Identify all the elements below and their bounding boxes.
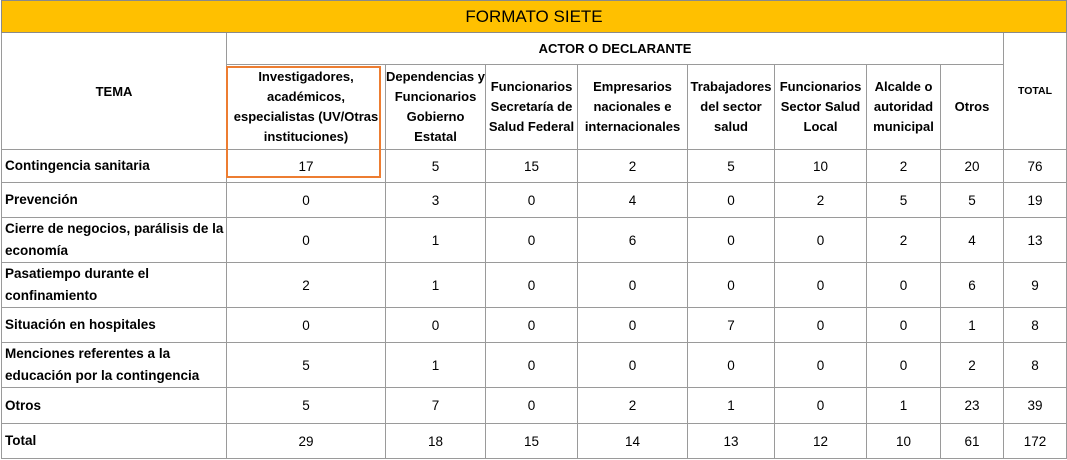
- column-header: Alcalde o autoridad municipal: [867, 65, 941, 150]
- table-row: [2, 424, 1067, 459]
- value-cell: 6: [578, 218, 688, 263]
- value-cell: 0: [386, 308, 486, 343]
- value-cell: 0: [578, 308, 688, 343]
- column-header: Otros: [941, 65, 1004, 150]
- value-cell: 12: [775, 424, 867, 459]
- row-total-cell: 39: [1004, 388, 1067, 424]
- column-header: Dependencias y Funcionarios Gobierno Estatal: [386, 65, 486, 150]
- table-row: [2, 388, 1067, 424]
- value-cell: 15: [486, 424, 578, 459]
- table-title: FORMATO SIETE: [2, 1, 1067, 33]
- table-row: [2, 343, 1067, 388]
- value-cell: 2: [578, 388, 688, 424]
- value-cell: 0: [578, 263, 688, 308]
- value-cell: 29: [227, 424, 386, 459]
- value-cell: 3: [386, 183, 486, 218]
- value-cell: 0: [775, 263, 867, 308]
- row-label: Contingencia sanitaria: [2, 150, 227, 183]
- value-cell: 5: [867, 183, 941, 218]
- value-cell: 20: [941, 150, 1004, 183]
- value-cell: 2: [867, 150, 941, 183]
- table-row: [2, 218, 1067, 263]
- value-cell: 4: [578, 183, 688, 218]
- value-cell: 18: [386, 424, 486, 459]
- value-cell: 0: [227, 218, 386, 263]
- value-cell: 2: [227, 263, 386, 308]
- value-cell: 1: [867, 388, 941, 424]
- column-header: Investigadores, académicos, especialistas (UV/Otras instituciones): [227, 65, 386, 150]
- value-cell: 0: [775, 343, 867, 388]
- value-cell: 7: [688, 308, 775, 343]
- formato-siete-table: [1, 0, 1067, 459]
- value-cell: 0: [227, 183, 386, 218]
- value-cell: 1: [941, 308, 1004, 343]
- table-row: [2, 183, 1067, 218]
- value-cell: 23: [941, 388, 1004, 424]
- row-label: Situación en hospitales: [2, 308, 227, 343]
- value-cell: 15: [486, 150, 578, 183]
- table-row: [2, 150, 1067, 183]
- value-cell: 0: [227, 308, 386, 343]
- value-cell: 0: [486, 218, 578, 263]
- value-cell: 0: [486, 388, 578, 424]
- row-total-cell: 8: [1004, 343, 1067, 388]
- value-cell: 13: [688, 424, 775, 459]
- row-label: Menciones referentes a la educación por la contingencia: [2, 343, 227, 388]
- value-cell: 1: [688, 388, 775, 424]
- value-cell: 0: [867, 308, 941, 343]
- tema-header: TEMA: [2, 33, 227, 150]
- row-label: Otros: [2, 388, 227, 424]
- row-total-cell: 19: [1004, 183, 1067, 218]
- value-cell: 0: [775, 388, 867, 424]
- column-header: Empresarios nacionales e internacionales: [578, 65, 688, 150]
- table-row: [2, 263, 1067, 308]
- value-cell: 0: [688, 218, 775, 263]
- value-cell: 5: [227, 388, 386, 424]
- value-cell: 1: [386, 343, 486, 388]
- value-cell: 10: [775, 150, 867, 183]
- value-cell: 0: [775, 308, 867, 343]
- actor-header: ACTOR O DECLARANTE: [227, 33, 1004, 65]
- value-cell: 0: [486, 183, 578, 218]
- value-cell: 10: [867, 424, 941, 459]
- table-row: [2, 308, 1067, 343]
- total-header: TOTAL: [1004, 33, 1067, 150]
- value-cell: 5: [386, 150, 486, 183]
- row-label: Pasatiempo durante el confinamiento: [2, 263, 227, 308]
- value-cell: 0: [486, 263, 578, 308]
- value-cell: 6: [941, 263, 1004, 308]
- value-cell: 5: [941, 183, 1004, 218]
- value-cell: 4: [941, 218, 1004, 263]
- value-cell: 0: [688, 343, 775, 388]
- value-cell: 0: [688, 183, 775, 218]
- column-header: Trabajadores del sector salud: [688, 65, 775, 150]
- value-cell: 2: [578, 150, 688, 183]
- value-cell: 2: [775, 183, 867, 218]
- value-cell: 7: [386, 388, 486, 424]
- value-cell: 2: [941, 343, 1004, 388]
- column-header: Funcionarios Sector Salud Local: [775, 65, 867, 150]
- value-cell: 2: [867, 218, 941, 263]
- column-header: Funcionarios Secretaría de Salud Federal: [486, 65, 578, 150]
- value-cell: 5: [227, 343, 386, 388]
- value-cell: 1: [386, 263, 486, 308]
- row-label: Total: [2, 424, 227, 459]
- row-total-cell: 13: [1004, 218, 1067, 263]
- value-cell: 0: [688, 263, 775, 308]
- value-cell: 0: [867, 263, 941, 308]
- row-total-cell: 9: [1004, 263, 1067, 308]
- value-cell: 0: [867, 343, 941, 388]
- row-total-cell: 8: [1004, 308, 1067, 343]
- row-label: Cierre de negocios, parálisis de la economía: [2, 218, 227, 263]
- value-cell: 1: [386, 218, 486, 263]
- value-cell: 14: [578, 424, 688, 459]
- row-total-cell: 172: [1004, 424, 1067, 459]
- value-cell: 5: [688, 150, 775, 183]
- value-cell: 0: [486, 343, 578, 388]
- value-cell: 0: [775, 218, 867, 263]
- row-label: Prevención: [2, 183, 227, 218]
- row-total-cell: 76: [1004, 150, 1067, 183]
- value-cell: 0: [486, 308, 578, 343]
- value-cell: 0: [578, 343, 688, 388]
- value-cell: 61: [941, 424, 1004, 459]
- value-cell: 17: [227, 150, 386, 183]
